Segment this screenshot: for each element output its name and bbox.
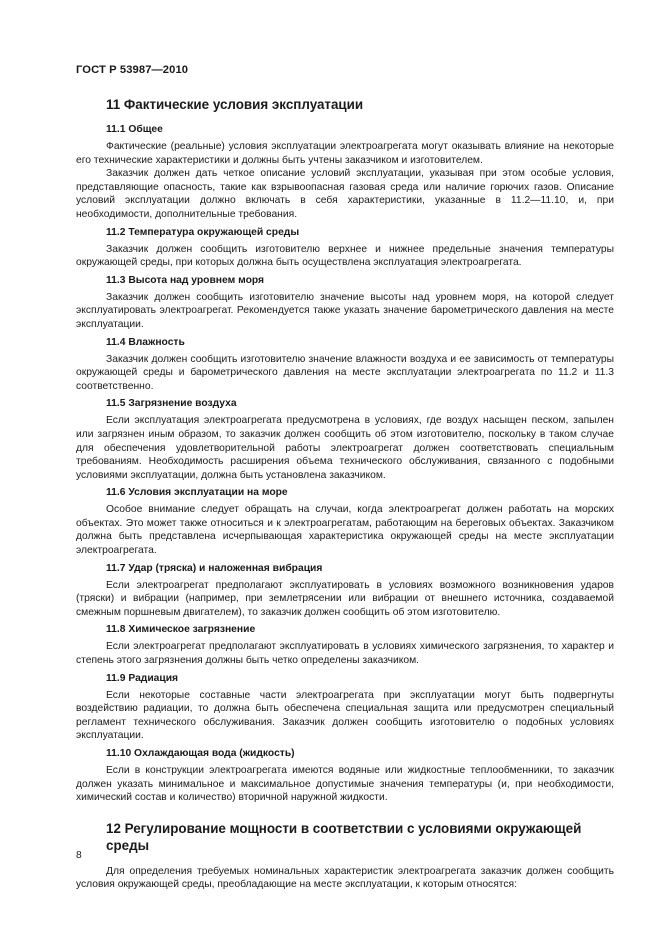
subsection-11-8-title: 11.8 Химическое загрязнение (106, 624, 256, 636)
page-content (76, 96, 614, 892)
subsection-11-2-title: 11.2 Температура окружающей среды (106, 226, 300, 238)
subsection-11-7-title: 11.7 Удар (тряска) и наложенная вибрация (106, 562, 323, 574)
subsection-11-6-title: 11.6 Условия эксплуатации на море (106, 487, 288, 499)
paragraph: Если электроагрегат предполагают эксплуатировать в условиях возможного возникновения ударов (тряски) и вибрации (например, при землетрясении или вибрации от внешнего источника, создаваемой смежным поршневым двигателем), то заказчик должен сообщить об этом изготовителю. (76, 579, 614, 618)
page-number: 8 (76, 850, 82, 861)
subsection-11-10-title: 11.10 Охлаждающая вода (жидкость) (106, 748, 295, 759)
standard-header: ГОСТ Р 53987—2010 (76, 64, 189, 76)
paragraph: Если некоторые составные части электроагрегата при эксплуатации могут быть подвергнуты воздействию радиации, то должна быть обеспечена специальная защита или предусмотрен специальный регламент технического обслуживания. Заказчик должен сообщить изготовителю о подобных условиях эксплуатации. (76, 689, 614, 742)
paragraph: Заказчик должен сообщить изготовителю значение высоты над уровнем моря, на которой следует эксплуатировать электроагрегат. Рекомендуется также указать значение барометрического давления на месте эксплуатации. (76, 291, 614, 330)
subsection-11-4-title: 11.4 Влажность (106, 336, 185, 348)
subsection-11-3-title: 11.3 Высота над уровнем моря (106, 274, 265, 286)
paragraph: Заказчик должен сообщить изготовителю значение влажности воздуха и ее зависимость от температуры окружающей среды и барометрического давления на месте эксплуатации электроагрегата по 11.2 и 11.3 соответственно. (76, 353, 614, 392)
paragraph: Если электроагрегат предполагают эксплуатировать в условиях химического загрязнения, то характер и степень этого загрязнения должны быть четко определены заказчиком. (76, 641, 614, 667)
section-12-title (76, 820, 614, 854)
paragraph: Заказчик должен сообщить изготовителю верхнее и нижнее предельные значения температуры окружающей среды, при которых должна быть осуществлена эксплуатация электроагрегата. (76, 243, 614, 269)
subsection-11-5-title: 11.5 Загрязнение воздуха (106, 398, 237, 410)
paragraph: Если в конструкции электроагрегата имеются водяные или жидкостные теплообменники, то заказчик должен указать минимальное и максимальное допустимые значения температуры (и, при необходимости, химический состав и количество) вторичной наружной жидкости. (76, 765, 614, 804)
paragraph: Особое внимание следует обращать на случаи, когда электроагрегат должен работать на морских объектах. Это может также относиться и к электроагрегатам, работающим на береговых объектах. Заказчиком должна быть представлена исчерпывающая характеристика окружающей среды на месте эксплуатации электроагрегата. (76, 504, 614, 557)
subsection-11-9-title: 11.9 Радиация (106, 672, 179, 684)
paragraph: Фактические (реальные) условия эксплуатации электроагрегата могут оказывать влияние на некоторые его технические характеристики и должны быть учтены заказчиком и изготовителем. (76, 141, 614, 166)
paragraph: Если эксплуатация электроагрегата предусмотрена в условиях, где воздух насыщен песком, запылен или загрязнен иным образом, то заказчик должен сообщить об этом изготовителю, поскольку в таком случае для обеспечения удовлетворительной работы электроагрегат должен соответствовать специальным требованиям. Необходимость расширения объема технического обслуживания, связанного с подобными условиями эксплуатации, должна быть установлена заказчиком. (76, 415, 614, 481)
paragraph: Заказчик должен дать четкое описание условий эксплуатации, указывая при этом особые условия, представляющие опасность, такие как взрывоопасная газовая среда или наличие горючих газов. Описание условий эксплуатации должно включать в себя характеристики, указанные в 11.2—11.10, и, при необходимости, дополнительные требования. (76, 168, 614, 220)
section-12-title-line2: среды (106, 837, 150, 853)
section-12-title-line1: 12 Регулирование мощности в соответствии с условиями окружающей (106, 820, 582, 836)
section-11-title: 11 Фактические условия эксплуатации (106, 97, 364, 112)
paragraph: Для определения требуемых номинальных характеристик электроагрегата заказчик должен сообщить условия окружающей среды, преобладающие на месте эксплуатации, к которым относятся: (76, 865, 614, 891)
subsection-11-1-title: 11.1 Общее (106, 124, 163, 135)
